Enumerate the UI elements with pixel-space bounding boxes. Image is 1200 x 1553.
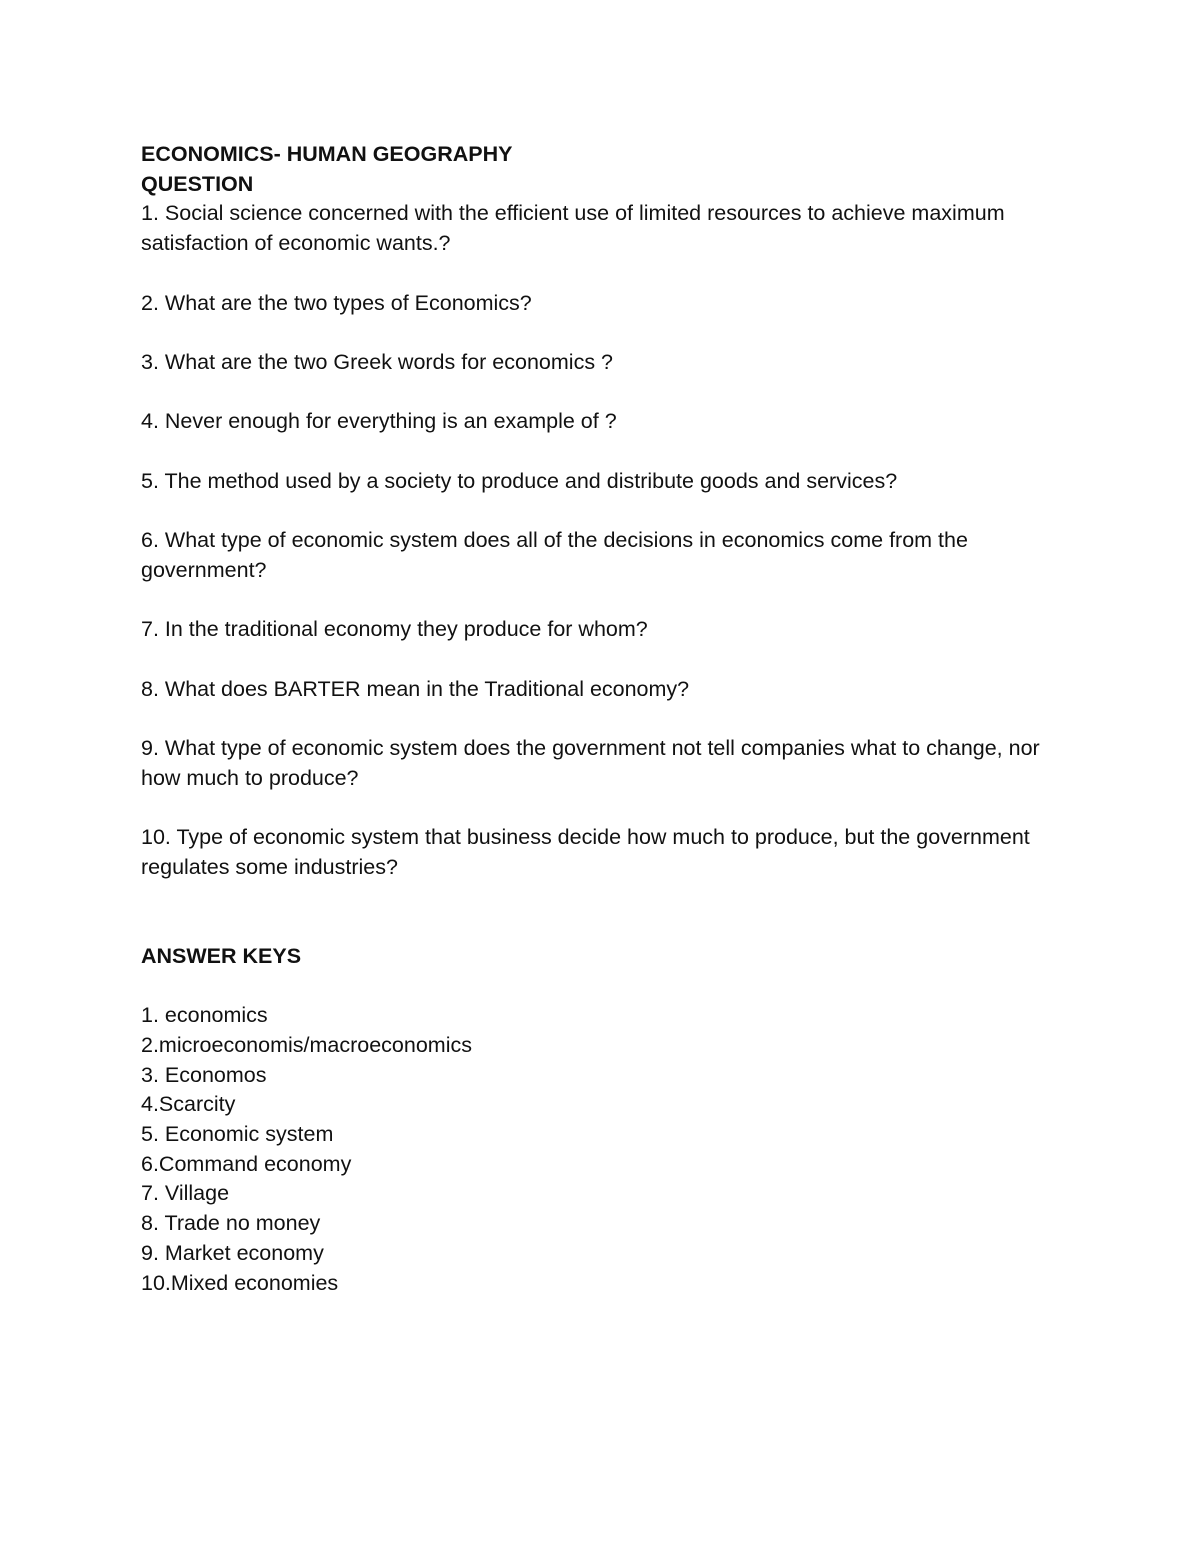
answer-item: 8. Trade no money [141, 1211, 321, 1236]
answer-item: 10.Mixed economies [141, 1270, 339, 1295]
question-item: 10. Type of economic system that business decide how much to produce, but the government regulates some industries? [141, 825, 1030, 879]
document-page [141, 140, 1071, 1298]
question-item: 6. What type of economic system does all of the decisions in economics come from the government? [141, 528, 968, 582]
question-item: 8. What does BARTER mean in the Traditional economy? [141, 676, 690, 701]
answer-item: 3. Economos [141, 1062, 267, 1087]
question-item: 4. Never enough for everything is an example of ? [141, 409, 617, 434]
answer-item: 6.Command economy [141, 1151, 352, 1176]
question-list [141, 199, 1071, 882]
answer-item: 2.microeconomis/macroeconomics [141, 1032, 472, 1057]
answer-item: 5. Economic system [141, 1122, 334, 1147]
answer-item: 4.Scarcity [141, 1092, 236, 1117]
answer-item: 9. Market economy [141, 1240, 324, 1265]
document-title: ECONOMICS- HUMAN GEOGRAPHY [141, 142, 513, 166]
question-item: 1. Social science concerned with the efficient use of limited resources to achieve maximum satisfaction of economic wants.? [141, 201, 1005, 256]
answer-item: 1. economics [141, 1003, 268, 1028]
question-item: 7. In the traditional economy they produce for whom? [141, 617, 648, 642]
question-item: 2. What are the two types of Economics? [141, 290, 532, 315]
questions-heading: QUESTION [141, 171, 254, 196]
question-item: 3. What are the two Greek words for economics ? [141, 349, 614, 374]
answer-item: 7. Village [141, 1181, 230, 1206]
answer-list [141, 1001, 1071, 1298]
answers-heading: ANSWER KEYS [141, 943, 302, 968]
question-item: 5. The method used by a society to produce and distribute goods and services? [141, 468, 898, 493]
question-item: 9. What type of economic system does the government not tell companies what to change, nor how much to produce? [141, 735, 1040, 790]
